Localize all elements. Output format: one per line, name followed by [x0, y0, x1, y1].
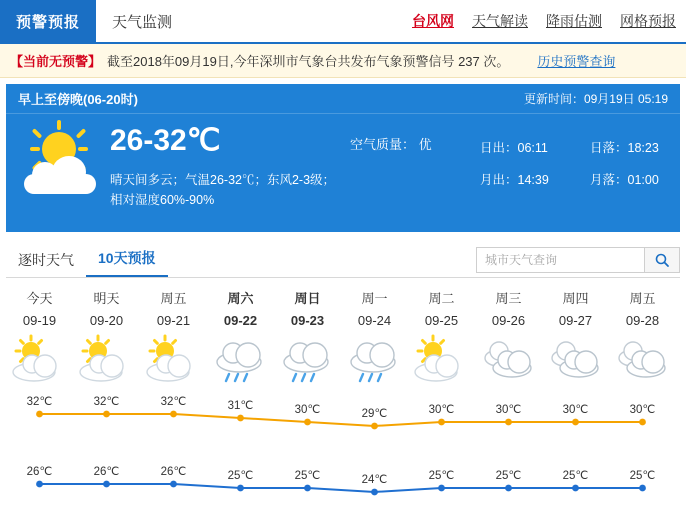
low-temp-label: 25℃	[428, 470, 455, 482]
moonset-time: 月落：01:00	[590, 173, 659, 187]
low-temp-point	[572, 485, 579, 492]
forecast-day-name: 周五	[629, 291, 656, 306]
warning-bar	[0, 44, 686, 78]
warning-status-badge: 【当前无预警】	[10, 54, 102, 69]
high-temp-label: 32℃	[93, 396, 120, 408]
top-nav-left	[0, 0, 188, 42]
cloud-icon	[479, 334, 539, 386]
forecast-weather-icon	[73, 334, 140, 390]
forecast-period-label: 早上至傍晚(06-20时)	[18, 92, 138, 107]
high-temp-label: 30℃	[562, 404, 589, 416]
forecast-weather-icon	[274, 334, 341, 390]
tab-weather-monitor[interactable]	[96, 0, 188, 42]
air-quality-label: 空气质量：	[350, 137, 416, 152]
update-time-label: 更新时间：09月19日 05:19	[523, 92, 668, 106]
sun-cloud-icon	[10, 334, 70, 386]
high-temp-point	[639, 419, 646, 426]
rain-cloud-icon	[278, 334, 338, 386]
forecast-day-date: 09-25	[424, 313, 459, 328]
forecast-day-name: 今天	[26, 291, 53, 306]
high-temp-label: 29℃	[361, 408, 388, 420]
high-temp-point	[371, 423, 378, 430]
cloud-icon	[613, 334, 673, 386]
forecast-day-name: 周六	[227, 291, 254, 306]
temperature-range: 26-32℃	[110, 124, 221, 157]
forecast-day-column[interactable]	[341, 278, 408, 390]
low-temp-point	[103, 481, 110, 488]
low-temp-line	[40, 484, 643, 492]
low-temp-label: 24℃	[361, 474, 388, 486]
cloud-icon	[546, 334, 606, 386]
low-temp-point	[371, 489, 378, 496]
nav-link-grid-forecast[interactable]: 网格预报	[620, 13, 676, 29]
high-temp-label: 32℃	[26, 396, 53, 408]
forecast-day-name: 周一	[361, 291, 388, 306]
temperature-block	[110, 120, 350, 232]
tab-weather-monitor-label: 天气监测	[112, 13, 173, 31]
city-search	[476, 247, 680, 273]
high-temp-line	[40, 414, 643, 426]
forecast-day-name: 周三	[495, 291, 522, 306]
forecast-weather-icon	[609, 334, 676, 390]
low-temp-point	[237, 485, 244, 492]
forecast-day-column[interactable]	[609, 278, 676, 390]
forecast-day-column[interactable]	[274, 278, 341, 390]
forecast-day-column[interactable]	[6, 278, 73, 390]
air-quality-value: 优	[418, 137, 432, 152]
search-icon	[654, 252, 670, 268]
low-temp-label: 25℃	[294, 470, 321, 482]
forecast-day-date: 09-23	[290, 313, 325, 328]
low-temp-point	[170, 481, 177, 488]
forecast-day-column[interactable]	[542, 278, 609, 390]
low-temp-point	[639, 485, 646, 492]
forecast-day-name: 明天	[93, 291, 120, 306]
nav-link-rain-estimate[interactable]: 降雨估测	[546, 13, 602, 29]
forecast-day-date: 09-21	[156, 313, 191, 328]
forecast-day-column[interactable]	[408, 278, 475, 390]
rain-cloud-icon	[211, 334, 271, 386]
forecast-weather-icon	[408, 334, 475, 390]
high-temp-point	[103, 411, 110, 418]
forecast-day-date: 09-24	[357, 313, 392, 328]
top-nav-right	[412, 0, 686, 42]
high-temp-point	[438, 419, 445, 426]
low-temp-point	[505, 485, 512, 492]
tab-ten-day-forecast[interactable]: 10天预报	[86, 248, 168, 277]
tab-forecast-warning[interactable]	[0, 0, 96, 42]
sun-cloud-icon	[412, 334, 472, 386]
current-conditions-body	[6, 114, 680, 232]
forecast-day-date: 09-22	[223, 313, 258, 328]
high-temp-label: 31℃	[227, 400, 254, 412]
high-temp-point	[505, 419, 512, 426]
forecast-day-date: 09-20	[89, 313, 124, 328]
forecast-day-column[interactable]	[73, 278, 140, 390]
forecast-day-date: 09-19	[22, 313, 57, 328]
forecast-weather-icon	[140, 334, 207, 390]
high-temp-label: 30℃	[294, 404, 321, 416]
forecast-day-date: 09-27	[558, 313, 593, 328]
rain-cloud-icon	[345, 334, 405, 386]
low-temp-label: 26℃	[93, 466, 120, 478]
tab-forecast-warning-label: 预警预报	[16, 13, 81, 31]
air-quality-block	[350, 120, 480, 232]
forecast-day-date: 09-26	[491, 313, 526, 328]
sunset-time: 日落：18:23	[590, 141, 659, 155]
weather-description: 晴天间多云；气温26-32℃；东风2-3级；相对湿度60%-90%	[110, 173, 336, 207]
forecast-weather-icon	[341, 334, 408, 390]
high-temp-label: 32℃	[160, 396, 187, 408]
forecast-day-name: 周五	[160, 291, 187, 306]
forecast-day-column[interactable]	[475, 278, 542, 390]
forecast-weather-icon	[207, 334, 274, 390]
sun-cloud-icon	[18, 120, 110, 232]
forecast-day-column[interactable]	[207, 278, 274, 390]
ten-day-forecast	[6, 278, 680, 488]
forecast-tab-bar	[6, 244, 680, 278]
high-temp-point	[36, 411, 43, 418]
low-temp-label: 26℃	[26, 466, 53, 478]
forecast-weather-icon	[475, 334, 542, 390]
low-temp-label: 25℃	[629, 470, 656, 482]
current-conditions-panel	[6, 84, 680, 232]
high-temp-point	[304, 419, 311, 426]
forecast-day-name: 周二	[428, 291, 455, 306]
high-temp-point	[170, 411, 177, 418]
tab-hourly-weather[interactable]: 逐时天气	[18, 252, 74, 268]
high-temp-point	[572, 419, 579, 426]
sun-cloud-icon	[144, 334, 204, 386]
forecast-day-columns	[6, 278, 680, 390]
low-temp-label: 25℃	[495, 470, 522, 482]
nav-link-weather-analysis[interactable]: 天气解读	[472, 13, 528, 29]
forecast-weather-icon	[6, 334, 73, 390]
current-conditions-header	[6, 84, 680, 114]
low-temp-label: 25℃	[227, 470, 254, 482]
low-temp-point	[36, 481, 43, 488]
low-temp-point	[304, 485, 311, 492]
sun-cloud-icon	[77, 334, 137, 386]
high-temp-label: 30℃	[629, 404, 656, 416]
forecast-weather-icon	[542, 334, 609, 390]
sun-moon-times	[480, 120, 686, 232]
warning-history-link[interactable]: 历史预警查询	[537, 54, 616, 69]
forecast-day-name: 周四	[562, 291, 589, 306]
nav-link-typhoon[interactable]: 台风网	[412, 13, 454, 29]
search-button[interactable]	[644, 247, 680, 273]
forecast-day-name: 周日	[294, 291, 321, 306]
high-temp-label: 30℃	[495, 404, 522, 416]
high-temp-point	[237, 415, 244, 422]
forecast-day-date: 09-28	[625, 313, 660, 328]
warning-text: 截至2018年09月19日,今年深圳市气象台共发布气象预警信号 237 次。	[107, 54, 510, 69]
high-temp-label: 30℃	[428, 404, 455, 416]
low-temp-point	[438, 485, 445, 492]
low-temp-label: 26℃	[160, 466, 187, 478]
sunrise-time: 日出：06:11	[480, 141, 548, 155]
forecast-day-column[interactable]	[140, 278, 207, 390]
moonrise-time: 月出：14:39	[480, 173, 549, 187]
top-navigation	[0, 0, 686, 44]
search-input[interactable]	[476, 247, 644, 273]
low-temp-label: 25℃	[562, 470, 589, 482]
